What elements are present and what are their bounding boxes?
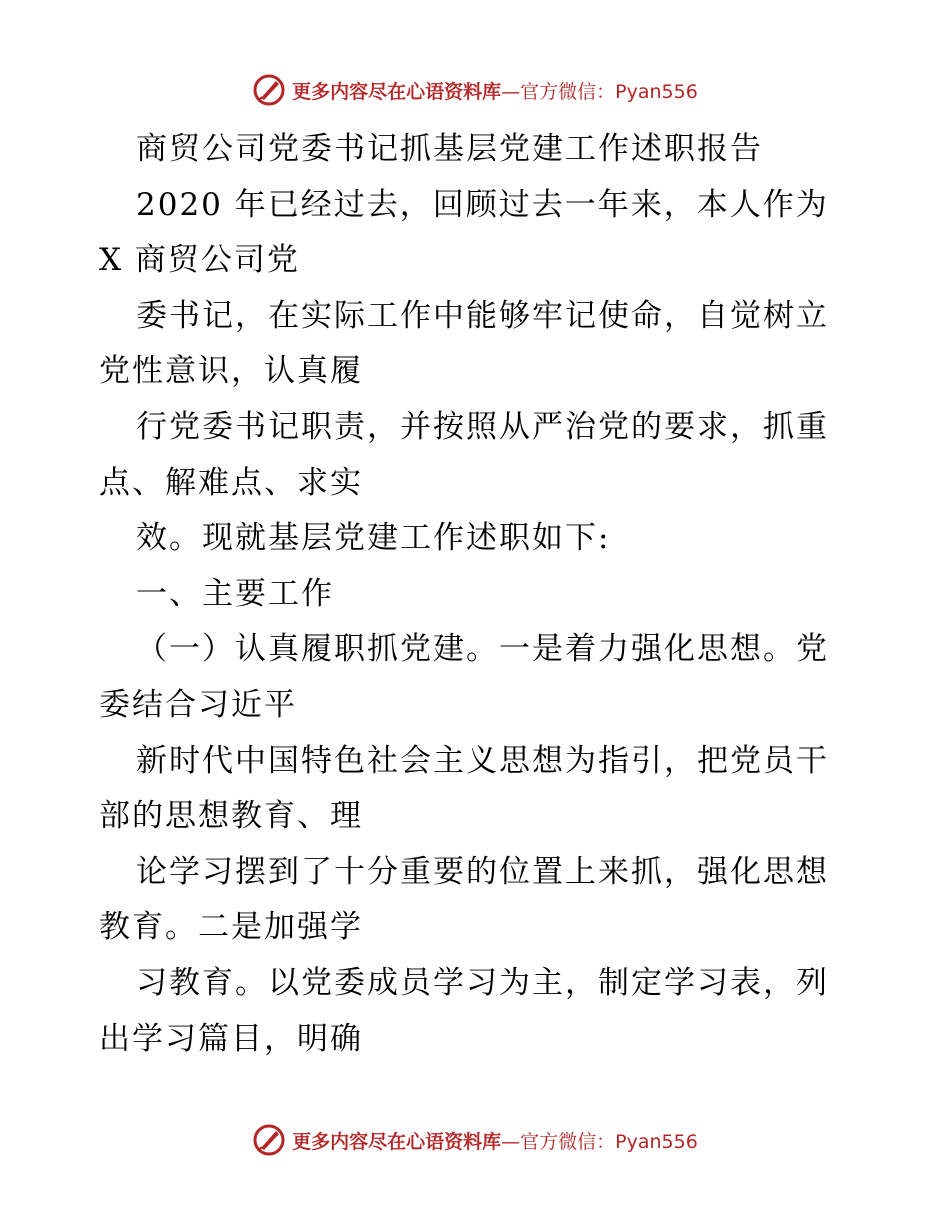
watermark-dash: — — [501, 1130, 521, 1153]
paragraph-line: 教育。二是加强学 — [99, 909, 363, 946]
document-title: 商贸公司党委书记抓基层党建工作述职报告 — [136, 131, 763, 167]
watermark-contact: 官方微信：Pyan556 — [520, 1130, 698, 1153]
paragraph-line: 点、解难点、求实 — [99, 464, 363, 501]
watermark-text — [292, 1127, 698, 1154]
watermark-text — [292, 77, 698, 104]
paragraph-line: 论学习摆到了十分重要的位置上来抓，强化思想 — [136, 853, 829, 890]
footer-watermark — [0, 1120, 950, 1160]
paragraph-line: 行党委书记职责，并按照从严治党的要求，抓重 — [136, 408, 829, 445]
paragraph-line: X 商贸公司党 — [99, 242, 300, 279]
header-watermark — [0, 70, 950, 110]
paragraph-line: 2020 年已经过去，回顾过去一年来，本人作为 — [136, 186, 829, 223]
paragraph-line: 效。现就基层党建工作述职如下: — [136, 520, 611, 557]
paragraph-line: （一）认真履职抓党建。一是着力强化思想。党 — [136, 631, 829, 668]
paragraph-line: 新时代中国特色社会主义思想为指引，把党员干 — [136, 742, 829, 779]
watermark-slogan: 更多内容尽在心语资料库 — [292, 1130, 502, 1153]
quill-pen-logo-icon — [252, 1123, 286, 1157]
watermark-contact: 官方微信：Pyan556 — [520, 80, 698, 103]
paragraph-line: 习教育。以党委成员学习为主，制定学习表，列 — [136, 964, 829, 1001]
paragraph-line: 党性意识，认真履 — [99, 353, 363, 390]
watermark-slogan: 更多内容尽在心语资料库 — [292, 80, 502, 103]
watermark-dash: — — [501, 80, 521, 103]
paragraph-line: 部的思想教育、理 — [99, 798, 363, 835]
paragraph-line: 委结合习近平 — [99, 686, 297, 723]
document-body — [99, 122, 859, 1067]
paragraph-line: 出学习篇目，明确 — [99, 1020, 363, 1057]
paragraph-line: 委书记，在实际工作中能够牢记使命，自觉树立 — [136, 297, 829, 334]
quill-pen-logo-icon — [252, 73, 286, 107]
section-heading: 一、主要工作 — [136, 575, 334, 612]
